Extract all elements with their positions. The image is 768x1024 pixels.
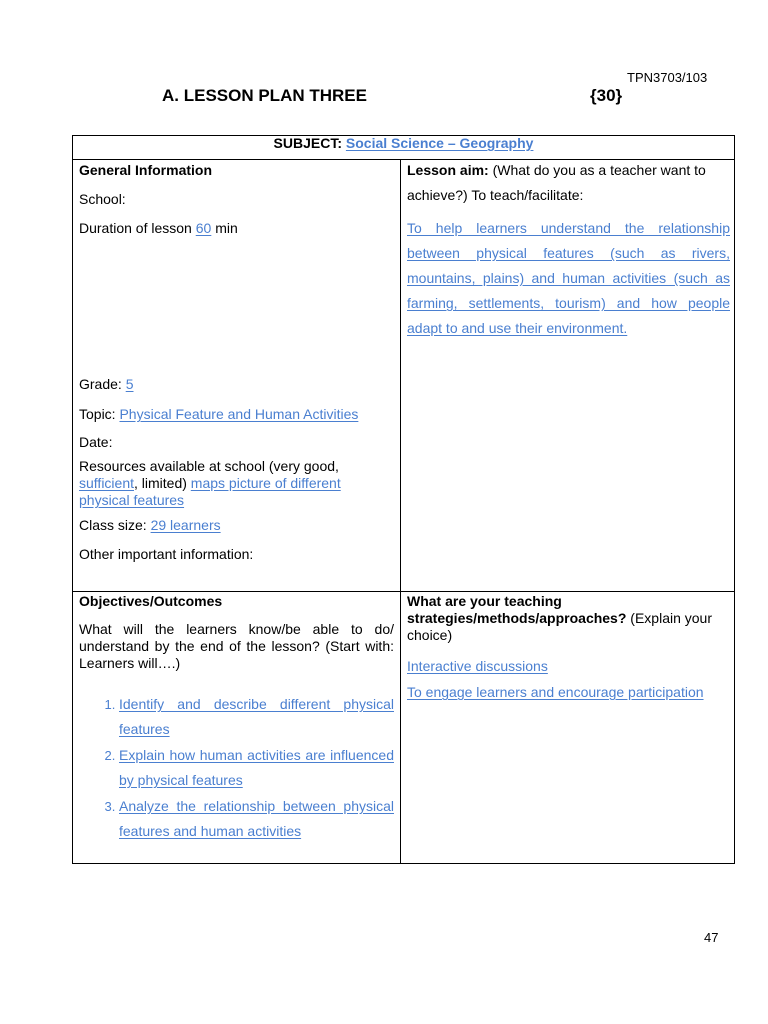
objective-item (119, 794, 394, 844)
subject-value: Social Science – Geography (345, 135, 534, 151)
duration-unit: min (215, 220, 238, 236)
class-size-label: Class size: (79, 517, 147, 533)
general-info-cell (73, 158, 400, 567)
grade-value: 5 (125, 376, 134, 392)
strategies-question (407, 593, 730, 644)
objectives-heading: Objectives/Outcomes (79, 593, 223, 609)
duration-label: Duration of lesson (79, 220, 192, 236)
lesson-aim-answer: To help learners understand the relationship between physical features (such as rivers, mountains, plains) and human activities (such as farming, settlements, tourism) and how people adapt to and use their environment. (407, 220, 730, 336)
objective-text: Explain how human activities are influenced by physical features (119, 747, 394, 788)
objective-item (119, 743, 394, 793)
lesson-plan-table (72, 135, 735, 864)
lesson-aim-heading: Lesson aim: (407, 162, 489, 178)
objective-item (119, 692, 394, 742)
general-info-heading: General Information (79, 162, 213, 178)
topic-field (79, 402, 394, 427)
subject-label: SUBJECT: (273, 135, 343, 151)
strategy-reason: To engage learners and encourage participation (407, 684, 704, 700)
objectives-cell (73, 592, 400, 845)
resources-label: Resources available at school (very good, (79, 458, 339, 474)
topic-value: Physical Feature and Human Activities (119, 406, 359, 422)
strategies-prompt: (Explain your choice) (407, 610, 712, 643)
grade-label: Grade: (79, 376, 122, 392)
subject-row (73, 136, 734, 160)
date-field (79, 430, 394, 455)
grade-field (79, 372, 394, 397)
objectives-prompt: What will the learners know/be able to do/ understand by the end of the lesson? (Start with: Learners will….) (79, 621, 394, 671)
other-info-field (79, 542, 394, 567)
marks-total: {30} (590, 86, 623, 105)
lesson-aim-cell (401, 158, 736, 341)
class-size-value: 29 learners (150, 517, 221, 533)
lesson-aim-prompt (407, 158, 730, 208)
topic-label: Topic: (79, 406, 116, 422)
resources-field (79, 458, 394, 509)
duration-field (79, 216, 394, 241)
strategies-cell (401, 592, 736, 701)
course-code: TPN3703/103 (627, 70, 708, 85)
resources-value: maps picture of different physical features (79, 475, 341, 508)
date-label: Date: (79, 434, 113, 450)
duration-value: 60 (195, 220, 212, 236)
objective-text: Identify and describe different physical features (119, 696, 394, 737)
other-info-label: Other important information: (79, 546, 254, 562)
page-number: 47 (704, 930, 719, 945)
class-size-field (79, 513, 394, 538)
objectives-list (79, 692, 394, 844)
page-title: A. LESSON PLAN THREE (162, 86, 367, 105)
objective-text: Analyze the relationship between physical features and human activities (119, 798, 394, 839)
lesson-aim-question: (What do you as a teacher want to achieve?) To teach/facilitate: (407, 162, 706, 203)
resources-sufficient: sufficient (79, 475, 134, 491)
resources-limited: , limited) (134, 475, 187, 491)
strategy-method: Interactive discussions (407, 658, 548, 674)
strategies-heading: What are your teaching strategies/methods/approaches? (407, 593, 627, 626)
school-field (79, 187, 394, 212)
school-label: School: (79, 191, 126, 207)
